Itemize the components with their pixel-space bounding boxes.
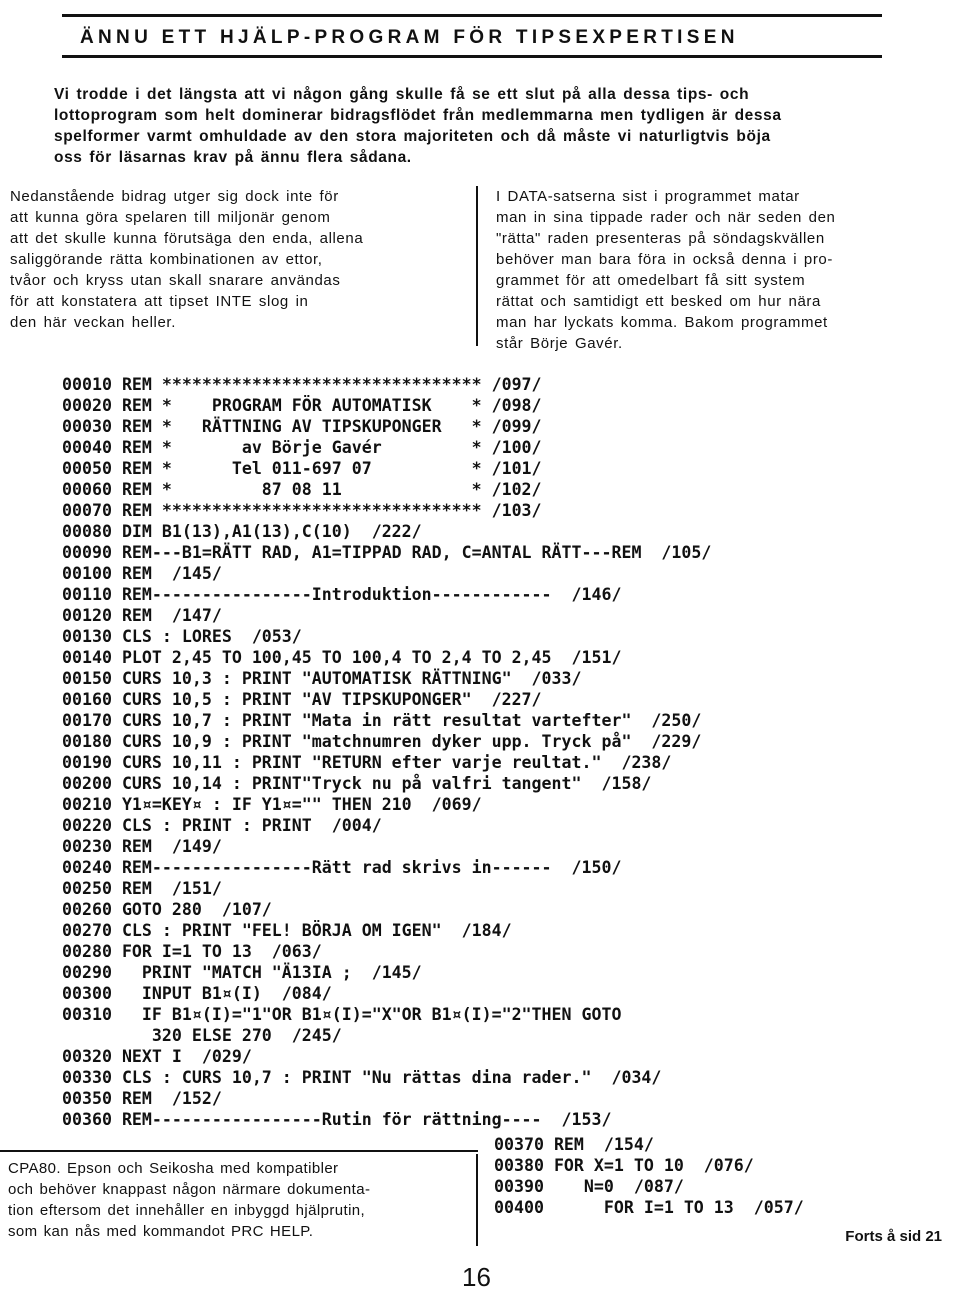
code-line: 00260 GOTO 280 /107/ — [62, 900, 272, 919]
code-line: 00370 REM /154/ — [494, 1135, 654, 1154]
program-listing-continued — [494, 1134, 804, 1218]
code-line: 00010 REM ******************************** /097/ — [62, 375, 542, 394]
code-line: 00110 REM----------------Introduktion------------ /146/ — [62, 585, 622, 604]
code-line: 00320 NEXT I /029/ — [62, 1047, 252, 1066]
intro-paragraph: Vi trodde i det längsta att vi någon gång skulle få se ett slut på alla dessa tips- och lottoprogram som helt dominerar bidragsflödet från medlemmarna men tydligen är dessa spelformer varmt omhuldade av den stora majoriteten och då måste vi naturligtvis böja oss för läsarnas krav på ännu flera sådana. — [54, 86, 782, 166]
code-line: 00150 CURS 10,3 : PRINT "AUTOMATISK RÄTTNING" /033/ — [62, 669, 582, 688]
code-line: 00190 CURS 10,11 : PRINT "RETURN efter varje reultat." /238/ — [62, 753, 672, 772]
code-line: 00070 REM ******************************** /103/ — [62, 501, 542, 520]
code-line: 00220 CLS : PRINT : PRINT /004/ — [62, 816, 382, 835]
article-title: ÄNNU ETT HJÄLP-PROGRAM FÖR TIPSEXPERTISEN — [80, 27, 739, 48]
code-line: 00090 REM---B1=RÄTT RAD, A1=TIPPAD RAD, C=ANTAL RÄTT---REM /105/ — [62, 543, 712, 562]
code-line: 00390 N=0 /087/ — [494, 1177, 684, 1196]
code-line: 00230 REM /149/ — [62, 837, 222, 856]
code-line: 00290 PRINT "MATCH "Ä13IA ; /145/ — [62, 963, 422, 982]
page-number: 16 — [462, 1262, 491, 1292]
code-line: 00100 REM /145/ — [62, 564, 222, 583]
code-line: 00030 REM * RÄTTNING AV TIPSKUPONGER * /099/ — [62, 417, 542, 436]
code-line: 00350 REM /152/ — [62, 1089, 222, 1108]
code-line: 00200 CURS 10,14 : PRINT"Tryck nu på valfri tangent" /158/ — [62, 774, 652, 793]
article-title-box — [62, 14, 882, 58]
code-line: 00160 CURS 10,5 : PRINT "AV TIPSKUPONGER" /227/ — [62, 690, 542, 709]
side-note-box — [0, 1154, 478, 1246]
code-line: 00060 REM * 87 08 11 * /102/ — [62, 480, 542, 499]
program-listing — [62, 374, 711, 1130]
code-line: 00140 PLOT 2,45 TO 100,45 TO 100,4 TO 2,4 TO 2,45 /151/ — [62, 648, 622, 667]
code-line: 00250 REM /151/ — [62, 879, 222, 898]
code-line: 00050 REM * Tel 011-697 07 * /101/ — [62, 459, 542, 478]
left-column-text: Nedanstående bidrag utger sig dock inte för att kunna göra spelaren till miljonär genom att det skulle kunna förutsäga den enda, allena saliggörande rätta kombinationen av ettor, tvåor och kryss utan skall snarare användas för att konstatera att tipset INTE slog in den här veckan heller. — [10, 188, 364, 331]
code-line: 00130 CLS : LORES /053/ — [62, 627, 302, 646]
code-line: 00170 CURS 10,7 : PRINT "Mata in rätt resultat vartefter" /250/ — [62, 711, 702, 730]
continued-on-page: Forts å sid 21 — [845, 1228, 942, 1245]
right-column-text: I DATA-satserna sist i programmet matar man in sina tippade rader och när seden den "rätta" raden presenteras på söndagskvällen behöver man bara föra in också denna i pro- grammet för att omedelbart få sitt system rättat och samtidigt ett besked om hur nära man har lyckats komma. Bakom programmet står Börje Gavér. — [496, 188, 836, 352]
side-note-text: CPA80. Epson och Seikosha med kompatibler och behöver knappast någon närmare dokumenta- tion eftersom det innehåller en inbyggd hjälprutin, som kan nås med kommandot PRC HELP. — [8, 1160, 371, 1240]
code-line: 00240 REM----------------Rätt rad skrivs in------ /150/ — [62, 858, 622, 877]
code-line: 00210 Y1¤=KEY¤ : IF Y1¤="" THEN 210 /069/ — [62, 795, 482, 814]
column-divider — [476, 186, 478, 346]
code-line: 00120 REM /147/ — [62, 606, 222, 625]
code-line: 00280 FOR I=1 TO 13 /063/ — [62, 942, 322, 961]
code-line: 00020 REM * PROGRAM FÖR AUTOMATISK * /098/ — [62, 396, 542, 415]
code-line: 320 ELSE 270 /245/ — [62, 1026, 342, 1045]
code-line: 00270 CLS : PRINT "FEL! BÖRJA OM IGEN" /184/ — [62, 921, 512, 940]
code-line: 00330 CLS : CURS 10,7 : PRINT "Nu rättas dina rader." /034/ — [62, 1068, 662, 1087]
section-divider — [0, 1150, 478, 1152]
code-line: 00360 REM-----------------Rutin för rättning---- /153/ — [62, 1110, 612, 1129]
code-line: 00310 IF B1¤(I)="1"OR B1¤(I)="X"OR B1¤(I)="2"THEN GOTO — [62, 1005, 622, 1024]
code-line: 00380 FOR X=1 TO 10 /076/ — [494, 1156, 754, 1175]
code-line: 00300 INPUT B1¤(I) /084/ — [62, 984, 332, 1003]
code-line: 00040 REM * av Börje Gavér * /100/ — [62, 438, 542, 457]
code-line: 00400 FOR I=1 TO 13 /057/ — [494, 1198, 804, 1217]
code-line: 00180 CURS 10,9 : PRINT "matchnumren dyker upp. Tryck på" /229/ — [62, 732, 702, 751]
code-line: 00080 DIM B1(13),A1(13),C(10) /222/ — [62, 522, 422, 541]
